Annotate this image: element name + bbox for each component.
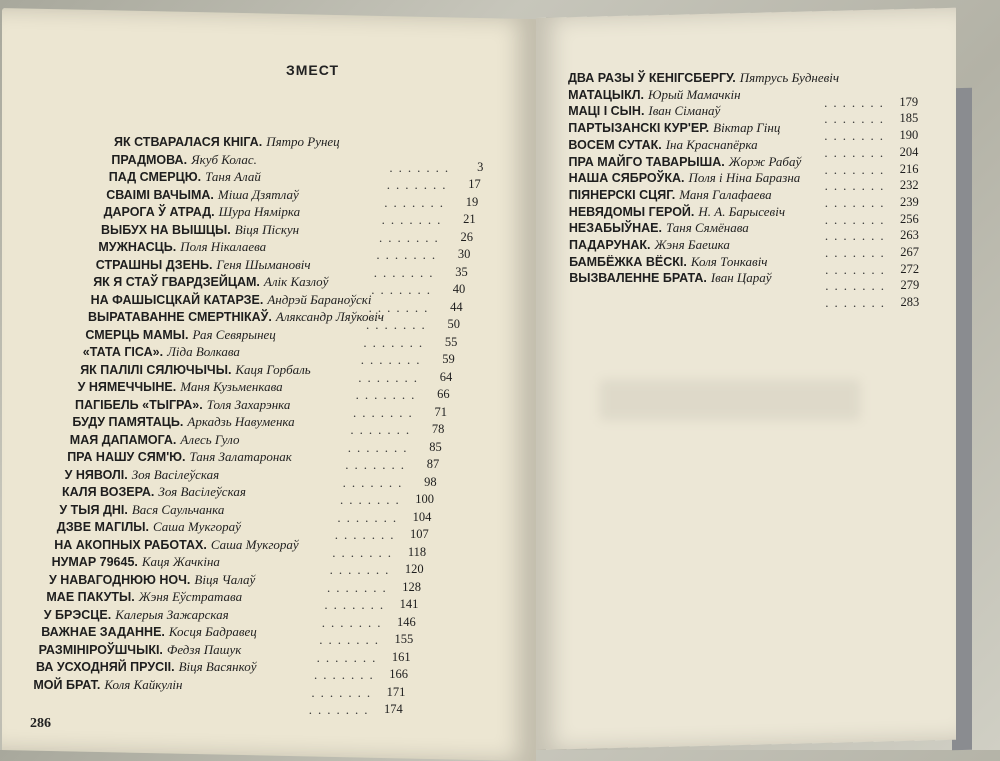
toc-entry-title: ЯК ПАЛІЛІ СЯЛЮЧЫЧЫ. xyxy=(80,362,232,377)
toc-entry-author: Саша Мукгораў xyxy=(153,519,241,534)
leader-dots: ....... xyxy=(824,111,889,127)
leader-dots: ....... xyxy=(321,614,387,630)
toc-entry-page: 120 xyxy=(404,562,424,576)
toc-entry-author: Юрый Мамачкін xyxy=(648,86,741,102)
toc-entry xyxy=(54,537,298,555)
toc-entry-page: 50 xyxy=(447,317,460,331)
toc-entry-title: ДЗВЕ МАГІЛЫ. xyxy=(56,520,150,534)
leader-dots: ....... xyxy=(824,211,890,227)
leader-dots: ....... xyxy=(389,159,455,175)
toc-entry xyxy=(70,432,240,450)
leader-dots: ....... xyxy=(332,544,397,560)
toc-entry xyxy=(59,502,224,520)
toc-entry-page: 118 xyxy=(407,544,427,559)
toc-entry xyxy=(101,222,299,240)
toc-entry xyxy=(106,187,299,205)
toc-entry-title: У ТЫЯ ДНІ. xyxy=(59,502,128,517)
leader-dots: ....... xyxy=(824,94,889,110)
toc-entry-page: 100 xyxy=(415,492,434,506)
toc-entry-author: Аркадзь Навуменка xyxy=(187,414,295,429)
leader-dots: ....... xyxy=(825,295,891,311)
toc-entry-author: Алесь Гуло xyxy=(180,431,240,447)
toc-entry-title: НУМАР 79645. xyxy=(51,555,138,569)
leader-dots: ....... xyxy=(824,194,890,210)
toc-entry-author: Віця Васянкоў xyxy=(178,659,257,674)
toc-entry xyxy=(569,154,802,172)
toc-entry xyxy=(78,379,283,397)
toc-entry-title: ПІЯНЕРСКІ СЦЯГ. xyxy=(568,187,676,202)
toc-entry-author: Каця Жачкіна xyxy=(141,554,220,569)
toc-entry-title: ПРА МАЙГО ТАВАРЫША. xyxy=(568,154,725,169)
toc-entry-page: 204 xyxy=(899,144,919,159)
toc-entry-title: ДАРОГА Ў АТРАД. xyxy=(103,205,215,219)
toc-entry xyxy=(49,572,255,590)
toc-entry-title: ПРАДМОВА. xyxy=(111,152,188,167)
toc-entry-title: НАША СЯБРОЎКА. xyxy=(568,171,685,186)
toc-entry xyxy=(46,589,242,607)
leader-dots: ....... xyxy=(334,527,400,542)
toc-entry-author: Жэня Баешка xyxy=(654,237,730,252)
leader-dots: ....... xyxy=(824,228,890,244)
toc-entry-author: Таня Алай xyxy=(205,169,261,184)
toc-entry xyxy=(569,270,771,288)
toc-entry-author: Калерыя Зажарская xyxy=(115,606,229,622)
toc-entry-page: 17 xyxy=(468,177,481,191)
toc-entry-title: МАЦІ І СЫН. xyxy=(568,104,645,119)
toc-entry-title: «ТАТА ГІСА». xyxy=(82,345,164,359)
toc-entry-page: 64 xyxy=(439,369,453,384)
toc-entry xyxy=(36,659,256,677)
toc-entry-author: Поля Нікалаева xyxy=(180,239,267,254)
toc-entry-page: 26 xyxy=(460,229,473,244)
toc-entry-title: ВАЖНАЕ ЗАДАННЕ. xyxy=(41,625,165,639)
leader-dots: ....... xyxy=(345,457,410,472)
toc-entry-page: 174 xyxy=(384,702,403,716)
toc-entry-author: Зоя Васілеўская xyxy=(131,466,220,482)
toc-entry-title: ПАРТЫЗАНСКІ КУР'ЕР. xyxy=(568,121,710,136)
page-shadow xyxy=(600,380,860,420)
toc-entry xyxy=(57,519,241,537)
leader-dots: ....... xyxy=(319,632,384,647)
toc-entry-page: 85 xyxy=(429,439,442,454)
toc-entry-page: 55 xyxy=(444,334,458,349)
toc-entry xyxy=(41,624,257,642)
toc-entry-author: Каця Горбаль xyxy=(235,361,311,377)
toc-entry-page: 179 xyxy=(899,94,919,109)
toc-entry-title: НА АКОПНЫХ РАБОТАХ. xyxy=(54,537,207,552)
toc-entry-page: 30 xyxy=(457,247,471,261)
leader-dots: ....... xyxy=(358,369,423,385)
leader-dots: ....... xyxy=(316,649,382,665)
toc-entry-author: Андрэй Бараноўскі xyxy=(267,291,372,307)
toc-entry-title: ПАДАРУНАК. xyxy=(569,238,651,252)
toc-entry-title: БУДУ ПАМЯТАЦЬ. xyxy=(72,415,184,429)
toc-entry-title: ПАГІБЕЛЬ «ТЫГРА». xyxy=(75,397,203,412)
toc-entry-author: Жорж Рабаў xyxy=(728,153,802,169)
toc-entry-title: ПАД СМЕРЦЮ. xyxy=(108,170,202,184)
toc-entry-author: Саша Мукгораў xyxy=(210,536,299,552)
toc-entry xyxy=(104,204,301,222)
toc-entry-page: 66 xyxy=(437,387,450,401)
toc-entry-author: Федзя Пашук xyxy=(166,641,242,657)
toc-entry-author: Шура Нямірка xyxy=(218,204,301,219)
leader-dots: ....... xyxy=(340,492,405,507)
toc-entry-page: 267 xyxy=(900,245,919,259)
leader-dots: ....... xyxy=(825,278,890,294)
toc-entry xyxy=(52,554,220,572)
leader-dots: ....... xyxy=(314,667,379,682)
toc-entry xyxy=(72,414,294,432)
toc-entry-page: 161 xyxy=(391,649,411,664)
leader-dots: ....... xyxy=(360,352,426,367)
toc-entry-page: 104 xyxy=(412,509,432,524)
toc-entry-page: 146 xyxy=(397,614,416,629)
page-number: 286 xyxy=(30,716,51,731)
toc-entry-author: Таня Сямёнава xyxy=(665,220,749,236)
toc-entry-title: ДВА РАЗЫ Ў КЕНІГСБЕРГУ. xyxy=(568,71,736,85)
toc-entry xyxy=(65,467,220,485)
toc-entry-page: 71 xyxy=(434,404,447,419)
leader-dots: ....... xyxy=(825,245,890,260)
leader-dots: ....... xyxy=(824,161,890,177)
toc-entry-author: Віктар Гінц xyxy=(713,120,781,136)
toc-entry xyxy=(568,103,720,121)
leader-dots: ....... xyxy=(824,144,890,160)
toc-entry-author: Маня Кузьменкава xyxy=(180,379,283,394)
toc-entry-author: Поля і Ніна Баразна xyxy=(688,170,801,186)
toc-entry-title: СВАІМІ ВАЧЫМА. xyxy=(106,187,214,202)
toc-entry-page: 155 xyxy=(394,632,414,646)
toc-entry-title: ЯК СТВАРАЛАСЯ КНІГА. xyxy=(114,135,263,149)
toc-entry-author: Міша Дзятлаў xyxy=(217,186,299,202)
toc-entry-author: Рая Севярынец xyxy=(192,326,276,342)
toc-entry-title: МАЕ ПАКУТЫ. xyxy=(46,590,135,604)
toc-entry xyxy=(569,170,801,188)
leader-dots: ....... xyxy=(353,404,418,420)
toc-entry-title: У НЯМЕЧЧЫНЕ. xyxy=(77,380,177,394)
toc-entry-author: Маня Галафаева xyxy=(679,186,772,202)
toc-entry xyxy=(80,362,311,380)
toc-entry-title: ВЫЗВАЛЕННЕ БРАТА. xyxy=(569,271,707,286)
toc-entry-page: 87 xyxy=(426,457,440,471)
toc-entry-page: 3 xyxy=(477,159,484,174)
leader-dots: ....... xyxy=(327,579,392,595)
leader-dots: ....... xyxy=(825,261,890,277)
contents-heading: ЗМЕСТ xyxy=(286,62,340,78)
toc-entry-title: У НЯВОЛІ. xyxy=(64,467,128,482)
toc-entry-title: ВОСЕМ СУТАК. xyxy=(568,137,662,152)
leader-dots: ....... xyxy=(371,282,436,297)
toc-entry-page: 232 xyxy=(899,178,919,193)
toc-entry xyxy=(569,220,749,238)
toc-entry-author: Іван Цараў xyxy=(710,270,772,286)
toc-entry-title: МАЯ ДАПАМОГА. xyxy=(69,432,177,447)
leader-dots: ....... xyxy=(308,702,374,717)
toc-entry-author: Геня Шымановіч xyxy=(216,256,311,272)
toc-entry-author: Зоя Васілеўская xyxy=(158,484,246,499)
toc-entry-author: Жэня Еўстратава xyxy=(138,589,243,604)
toc-entry xyxy=(96,257,311,275)
leader-dots: ....... xyxy=(355,387,421,402)
leader-dots: ....... xyxy=(373,264,439,280)
toc-entry-author: Н. А. Барысевіч xyxy=(698,203,786,219)
toc-entry xyxy=(569,204,785,222)
toc-entry-page: 141 xyxy=(399,597,419,611)
toc-entry-author: Косця Бадравец xyxy=(168,624,257,639)
toc-entry-page: 190 xyxy=(899,128,919,143)
toc-entry xyxy=(568,120,780,138)
toc-entry xyxy=(75,397,290,415)
toc-entry-page: 283 xyxy=(900,295,920,310)
toc-entry xyxy=(44,607,229,625)
toc-entry-title: КАЛЯ ВОЗЕРА. xyxy=(62,485,155,499)
toc-entry xyxy=(569,254,767,272)
toc-entry xyxy=(568,137,757,155)
toc-entry xyxy=(109,169,261,187)
toc-entry-page: 19 xyxy=(465,194,479,209)
toc-entry-title: ВЫРАТАВАННЕ СМЕРТНІКАЎ. xyxy=(88,310,272,324)
toc-entry-author: Віця Чалаў xyxy=(194,571,256,587)
toc-entry xyxy=(83,344,240,362)
toc-entry xyxy=(88,309,384,327)
toc-entry xyxy=(111,152,257,170)
leader-dots: ....... xyxy=(386,177,452,192)
leader-dots: ....... xyxy=(824,128,890,144)
toc-entry xyxy=(569,237,730,255)
leader-dots: ....... xyxy=(324,597,390,612)
toc-entry-page: 59 xyxy=(442,352,455,366)
toc-entry-title: ПРА НАШУ СЯМ'Ю. xyxy=(67,450,186,464)
toc-entry-page: 98 xyxy=(424,474,437,489)
toc-entry-title: НА ФАШЫСЦКАЙ КАТАРЗЕ. xyxy=(90,292,264,307)
leader-dots: ....... xyxy=(368,299,434,315)
toc-entry-page: 21 xyxy=(463,212,476,226)
leader-dots: ....... xyxy=(329,562,395,577)
leader-dots: ....... xyxy=(342,474,408,490)
toc-entry xyxy=(568,87,741,105)
leader-dots: ....... xyxy=(350,422,416,437)
toc-entry-title: МОЙ БРАТ. xyxy=(33,677,101,692)
toc-entry-page: 171 xyxy=(386,684,406,699)
toc-entry-title: МАТАЦЫКЛ. xyxy=(568,87,645,102)
toc-entry-title: МУЖНАСЦЬ. xyxy=(98,240,177,254)
leader-dots: ....... xyxy=(363,334,429,350)
toc-entry-page: 263 xyxy=(900,228,919,243)
toc-entry xyxy=(569,187,772,205)
toc-entry-author: Ліда Волкава xyxy=(167,344,240,359)
toc-entry-title: СТРАШНЫ ДЗЕНЬ. xyxy=(95,257,213,272)
toc-entry-page: 239 xyxy=(899,194,919,209)
toc-entry-page: 44 xyxy=(450,299,463,314)
toc-entry-author: Іна Краснапёрка xyxy=(665,136,758,152)
toc-entry-page: 279 xyxy=(900,278,920,293)
leader-dots: ....... xyxy=(337,509,403,525)
toc-entry-title: У БРЭСЦЕ. xyxy=(43,607,112,622)
leader-dots: ....... xyxy=(384,194,449,210)
toc-entry-author: Аляксандр Ляўковіч xyxy=(275,309,385,324)
toc-entry xyxy=(67,449,292,467)
leader-dots: ....... xyxy=(366,317,431,332)
toc-entry-page: 128 xyxy=(402,579,421,594)
toc-entry xyxy=(93,274,328,292)
toc-entry-author: Толя Захарэнка xyxy=(206,396,291,412)
toc-entry-page: 40 xyxy=(452,282,466,296)
toc-entry-author: Якуб Колас. xyxy=(191,151,257,167)
toc-entry-page: 78 xyxy=(431,422,445,436)
leader-dots: ....... xyxy=(824,178,890,194)
toc-entry xyxy=(568,70,839,88)
leader-dots: ....... xyxy=(311,684,377,700)
toc-entry-author: Таня Залатаронак xyxy=(189,449,292,464)
toc-entry-page: 216 xyxy=(899,161,919,176)
toc-entry-title: ВА УСХОДНЯЙ ПРУСІІ. xyxy=(36,660,175,674)
toc-entry xyxy=(39,642,242,660)
toc-entry xyxy=(114,134,340,152)
toc-entry-page: 107 xyxy=(410,527,429,541)
toc-entry-title: СМЕРЦЬ МАМЫ. xyxy=(85,327,189,342)
toc-entry-author: Пятро Рунец xyxy=(266,134,340,149)
toc-entry-title: НЕВЯДОМЫ ГЕРОЙ. xyxy=(568,204,695,219)
toc-entry-title: ЯК Я СТАЎ ГВАРДЗЕЙЦАМ. xyxy=(93,275,260,289)
leader-dots: ....... xyxy=(376,247,442,262)
toc-entry-title: У НАВАГОДНЮЮ НОЧ. xyxy=(49,572,191,587)
leader-dots: ....... xyxy=(347,439,413,455)
toc-entry-page: 256 xyxy=(900,211,919,226)
toc-entry-page: 166 xyxy=(389,667,408,681)
toc-entry-page: 185 xyxy=(899,111,919,126)
toc-entry-title: РАЗМІНІРОЎШЧЫКІ. xyxy=(38,642,163,657)
toc-entry-author: Іван Сіманаў xyxy=(648,103,721,119)
toc-entry xyxy=(62,484,246,502)
toc-entry-title: НЕЗАБЫЎНАЕ. xyxy=(568,221,662,236)
toc-entry-title: БАМБЁЖКА ВЁСКІ. xyxy=(569,254,687,269)
toc-entry xyxy=(91,292,372,310)
toc-entry-page: 272 xyxy=(900,261,920,276)
toc-entry-author: Пятрусь Будневіч xyxy=(739,70,840,85)
toc-entry-author: Коля Кайкулін xyxy=(104,676,183,692)
toc-entry xyxy=(33,677,182,695)
toc-entry xyxy=(98,239,266,257)
toc-entry-page: 35 xyxy=(455,264,468,279)
toc-entry-author: Коля Тонкавіч xyxy=(690,253,768,269)
toc-entry-author: Вася Саульчанка xyxy=(131,501,225,517)
toc-entry xyxy=(85,327,275,345)
leader-dots: ....... xyxy=(381,212,447,227)
toc-entry-title: ВЫБУХ НА ВЫШЦЫ. xyxy=(101,222,231,237)
toc-entry-author: Віця Піскун xyxy=(234,221,300,237)
leader-dots: ....... xyxy=(379,229,444,245)
toc-entry-author: Алік Казлоў xyxy=(263,274,329,289)
